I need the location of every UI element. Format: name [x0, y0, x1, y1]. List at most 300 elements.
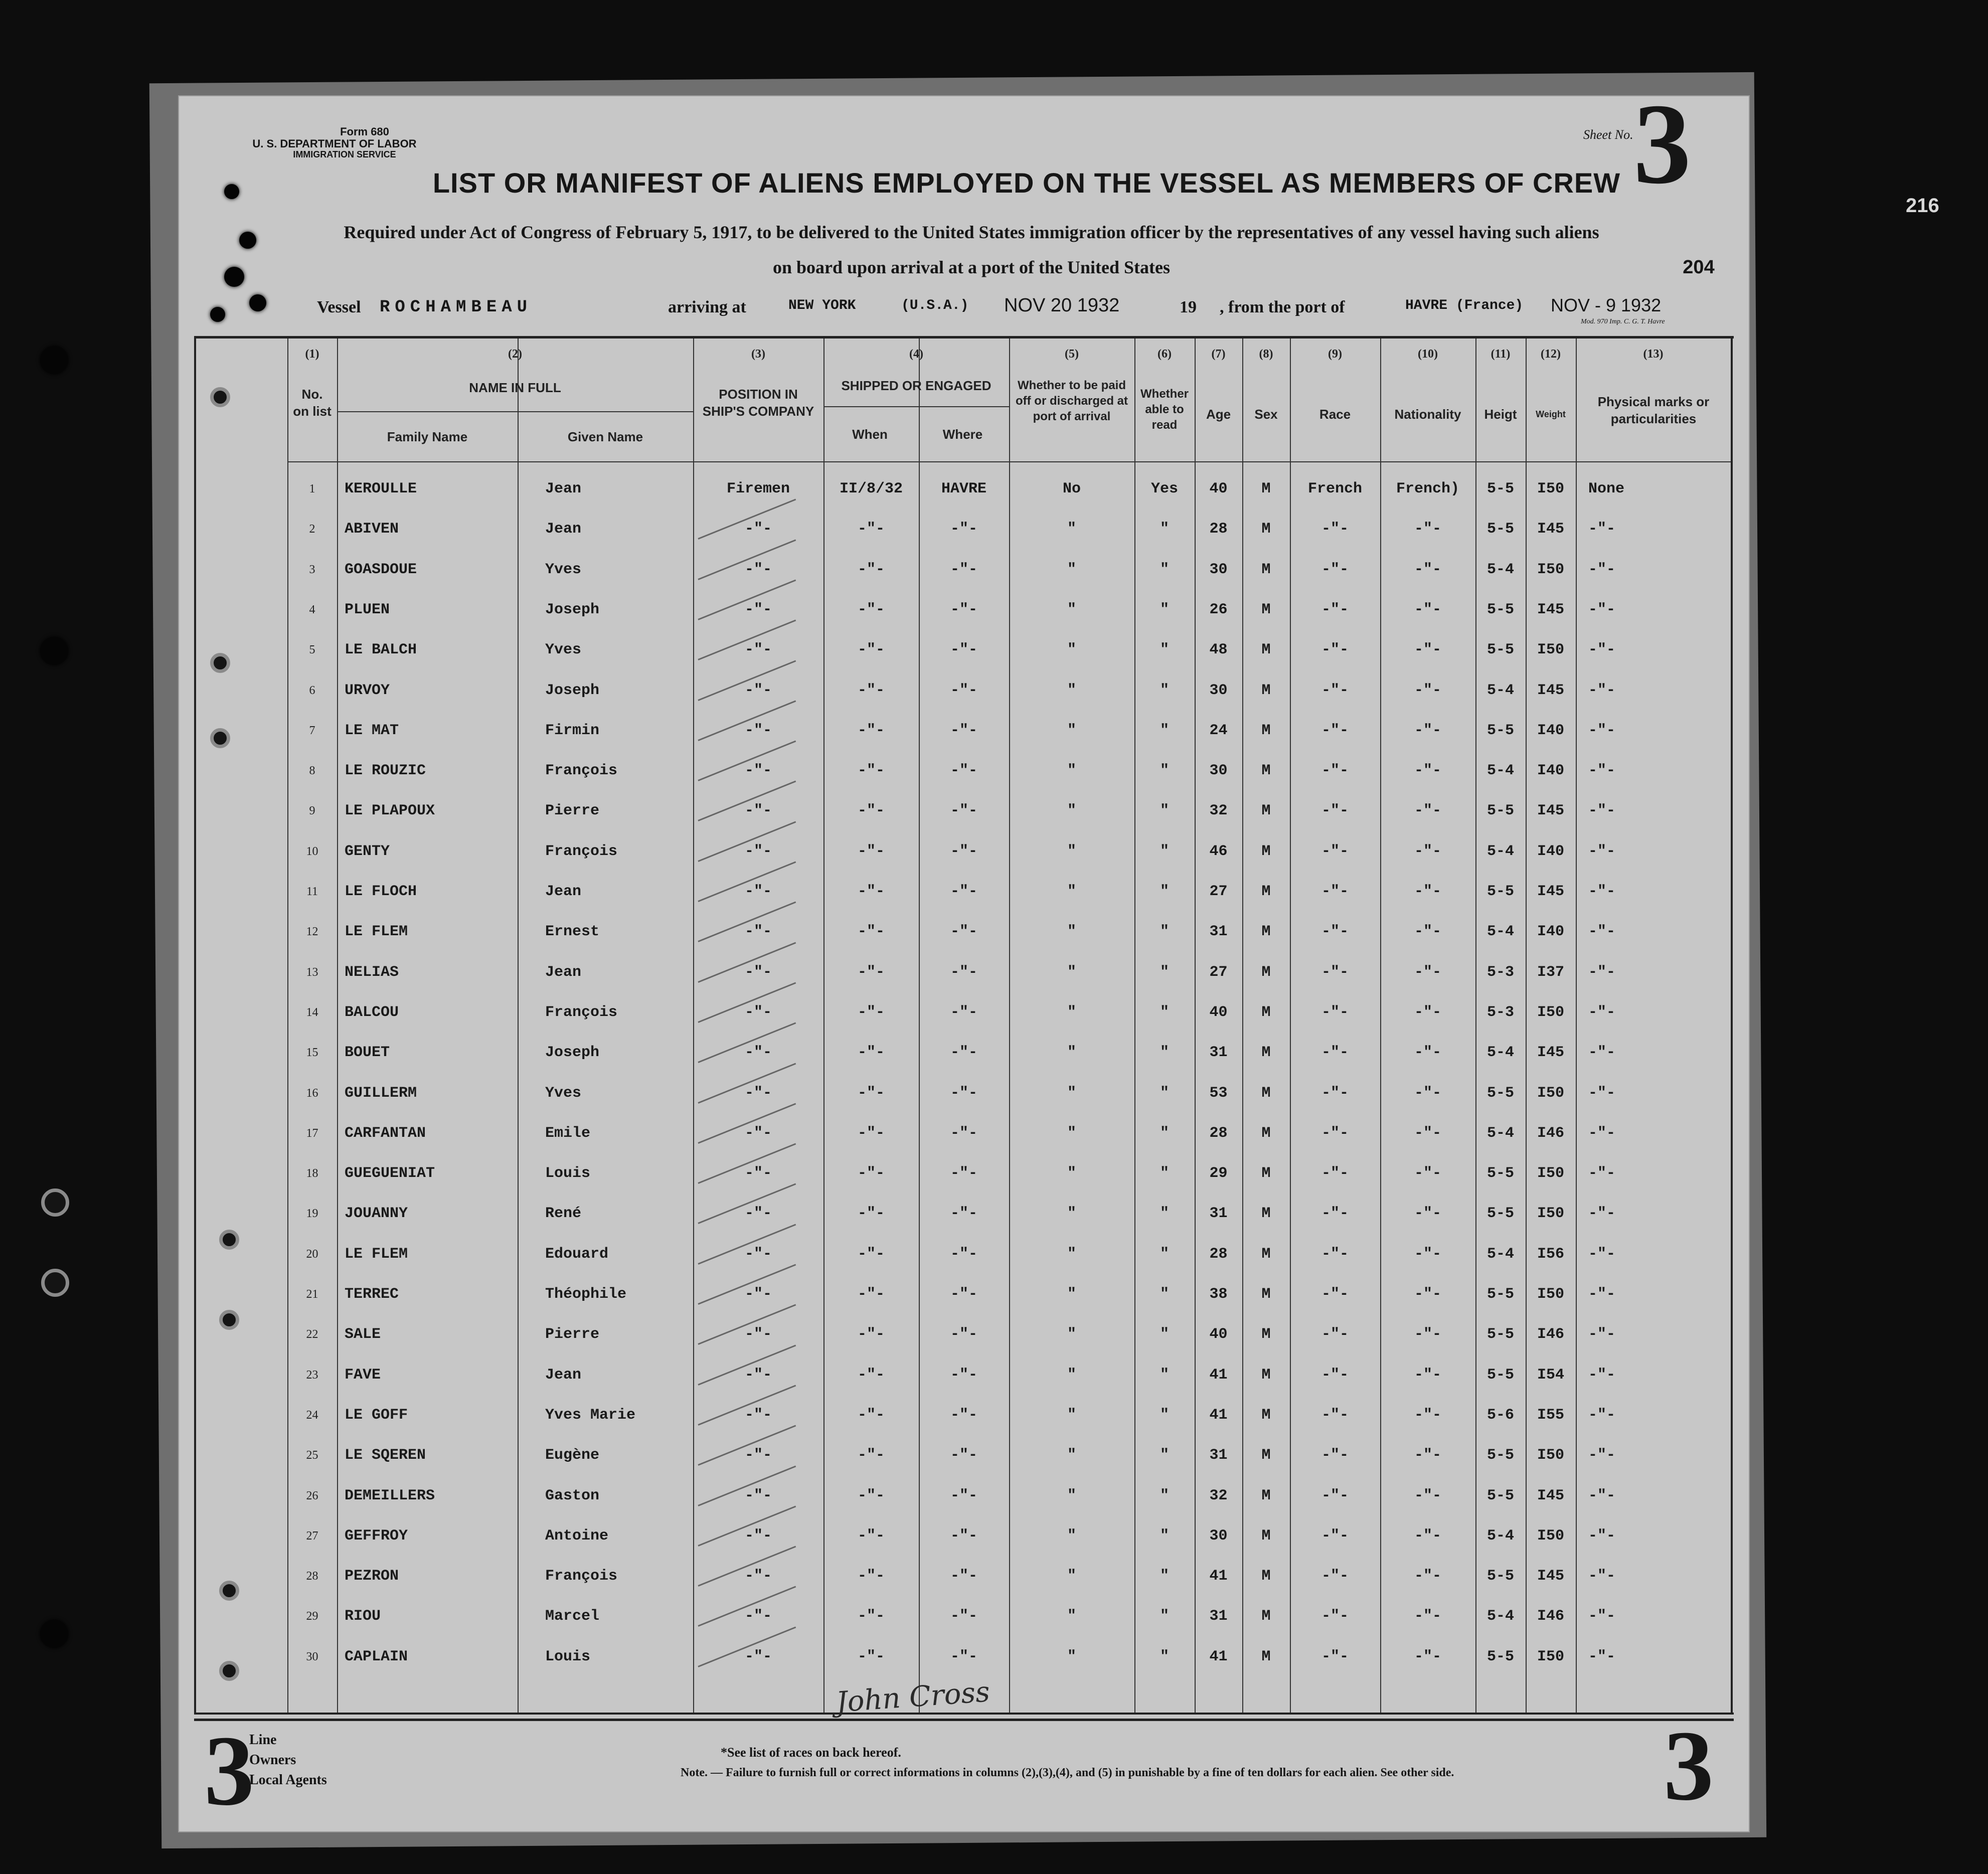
- column-rule: [1195, 338, 1196, 1713]
- age-cell: 30: [1209, 561, 1228, 578]
- given-name-cell: Jean: [545, 964, 582, 981]
- binder-hole: [41, 1188, 69, 1217]
- col-num-1: (1): [305, 348, 319, 361]
- weight-cell: I45: [1537, 883, 1564, 900]
- row-number-cell: 27: [306, 1529, 318, 1543]
- able-to-read-cell: ": [1159, 802, 1169, 819]
- height-cell: 5-4: [1486, 923, 1514, 940]
- row-number-cell: 12: [306, 925, 318, 938]
- signature: John Cross: [835, 1675, 991, 1719]
- given-name-cell: Edouard: [545, 1246, 609, 1263]
- nationality-cell: -"-: [1414, 521, 1441, 538]
- form-number: Form 680: [340, 125, 389, 138]
- able-to-read-cell: ": [1159, 1205, 1169, 1222]
- family-name-cell: LE FLEM: [345, 1246, 408, 1263]
- sex-cell: M: [1261, 1487, 1271, 1504]
- nationality-cell: -"-: [1414, 1487, 1441, 1504]
- column-rule: [1242, 338, 1243, 1713]
- sex-cell: M: [1261, 1004, 1271, 1021]
- footer-sheet-number-left: 3: [204, 1716, 254, 1826]
- age-cell: 28: [1209, 1125, 1228, 1142]
- sex-cell: M: [1261, 682, 1271, 699]
- sex-cell: M: [1261, 762, 1271, 779]
- age-cell: 28: [1209, 1246, 1228, 1263]
- position-cell: -"-: [744, 1044, 772, 1061]
- column-rule: [287, 338, 288, 1713]
- able-to-read-cell: ": [1159, 762, 1169, 779]
- shipped-when-cell: -"-: [857, 1044, 885, 1061]
- family-name-cell: LE ROUZIC: [345, 762, 426, 779]
- given-name-cell: Jean: [545, 1367, 582, 1384]
- race-cell: French: [1307, 480, 1363, 497]
- age-cell: 24: [1209, 722, 1228, 739]
- shipped-where-cell: -"-: [950, 1004, 977, 1021]
- shipped-where-cell: -"-: [950, 1367, 977, 1384]
- subheader-rule: [337, 411, 693, 412]
- shipped-where-cell: -"-: [950, 1165, 977, 1182]
- physical-marks-cell: -"-: [1588, 1205, 1616, 1222]
- physical-marks-cell: -"-: [1588, 1527, 1616, 1545]
- able-to-read-cell: Yes: [1150, 480, 1178, 497]
- height-cell: 5-3: [1486, 1004, 1514, 1021]
- given-name-cell: Firmin: [545, 722, 600, 739]
- able-to-read-cell: ": [1159, 722, 1169, 739]
- race-cell: -"-: [1321, 883, 1349, 900]
- height-cell: 5-5: [1486, 802, 1514, 819]
- sex-cell: M: [1261, 843, 1271, 860]
- given-name-cell: Jean: [545, 480, 582, 497]
- sex-cell: M: [1261, 923, 1271, 940]
- weight-cell: I45: [1537, 682, 1564, 699]
- height-cell: 5-5: [1486, 1447, 1514, 1464]
- age-cell: 30: [1209, 682, 1228, 699]
- sex-cell: M: [1261, 521, 1271, 538]
- shipped-when-cell: -"-: [857, 722, 885, 739]
- position-cell: -"-: [744, 1527, 772, 1545]
- paid-off-cell: ": [1067, 964, 1076, 981]
- nationality-cell: -"-: [1414, 1648, 1441, 1665]
- given-name-cell: Jean: [545, 521, 582, 538]
- physical-marks-cell: -"-: [1588, 964, 1616, 981]
- family-name-cell: TERREC: [345, 1286, 399, 1303]
- vessel-label: Vessel: [317, 298, 361, 316]
- able-to-read-cell: ": [1159, 1648, 1169, 1665]
- paid-off-cell: ": [1067, 641, 1076, 658]
- paid-off-cell: ": [1067, 1085, 1076, 1102]
- shipped-where-cell: -"-: [950, 843, 977, 860]
- weight-cell: I45: [1537, 521, 1564, 538]
- row-number-cell: 11: [306, 885, 318, 898]
- local-agents-label: Local Agents: [249, 1772, 327, 1788]
- col-label-race: Race: [1319, 407, 1351, 422]
- able-to-read-cell: ": [1159, 1125, 1169, 1142]
- family-name-cell: CAPLAIN: [345, 1648, 408, 1665]
- arrival-date-stamp: NOV 20 1932: [1004, 295, 1120, 316]
- position-cell: -"-: [744, 1246, 772, 1263]
- family-name-cell: JOUANNY: [345, 1205, 408, 1222]
- shipped-where-cell: -"-: [950, 1286, 977, 1303]
- sex-cell: M: [1261, 1286, 1271, 1303]
- header-bottom-rule: [287, 461, 1731, 462]
- shipped-when-cell: -"-: [857, 923, 885, 940]
- given-name-cell: François: [545, 1568, 618, 1585]
- weight-cell: I45: [1537, 1044, 1564, 1061]
- given-name-cell: Yves Marie: [545, 1407, 636, 1424]
- given-name-cell: Yves: [545, 641, 582, 658]
- sex-cell: M: [1261, 883, 1271, 900]
- given-name-cell: Ernest: [545, 923, 600, 940]
- age-cell: 30: [1209, 1527, 1228, 1545]
- weight-cell: I40: [1537, 843, 1564, 860]
- service-name: IMMIGRATION SERVICE: [293, 149, 396, 159]
- shipped-where-cell: -"-: [950, 1407, 977, 1424]
- shipped-when-cell: -"-: [857, 1205, 885, 1222]
- shipped-where-cell: -"-: [950, 1487, 977, 1504]
- sex-cell: M: [1261, 1246, 1271, 1263]
- able-to-read-cell: ": [1159, 1286, 1169, 1303]
- sheet-label: Sheet No.: [1583, 127, 1633, 142]
- race-cell: -"-: [1321, 802, 1349, 819]
- race-cell: -"-: [1321, 1125, 1349, 1142]
- given-name-cell: François: [545, 1004, 618, 1021]
- weight-cell: I54: [1537, 1367, 1564, 1384]
- subtitle-line-1: Required under Act of Congress of February 5, 1917, to be delivered to the United States immigration officer by the representatives of any vessel having such aliens: [344, 222, 1599, 242]
- age-cell: 40: [1209, 480, 1228, 497]
- races-note: *See list of races on back hereof.: [721, 1745, 901, 1760]
- weight-cell: I46: [1537, 1608, 1564, 1625]
- sex-cell: M: [1261, 561, 1271, 578]
- height-cell: 5-5: [1486, 521, 1514, 538]
- race-cell: -"-: [1321, 1608, 1349, 1625]
- sex-cell: M: [1261, 1326, 1271, 1343]
- shipped-where-cell: -"-: [950, 1044, 977, 1061]
- weight-cell: I45: [1537, 1568, 1564, 1585]
- sex-cell: M: [1261, 722, 1271, 739]
- family-name-cell: LE SQEREN: [345, 1447, 426, 1464]
- shipped-where-cell: -"-: [950, 1205, 977, 1222]
- col-num-8: (8): [1259, 348, 1273, 361]
- sex-cell: M: [1261, 480, 1271, 497]
- vessel-name: ROCHAMBEAU: [380, 298, 533, 317]
- family-name-cell: ABIVEN: [345, 521, 399, 538]
- sex-cell: M: [1261, 964, 1271, 981]
- column-rule: [1134, 338, 1135, 1713]
- vessel-line: [179, 295, 1749, 325]
- physical-marks-cell: -"-: [1588, 521, 1616, 538]
- nationality-cell: -"-: [1414, 1085, 1441, 1102]
- nationality-cell: -"-: [1414, 722, 1441, 739]
- manifest-title: LIST OR MANIFEST OF ALIENS EMPLOYED ON THE VESSEL AS MEMBERS OF CREW: [432, 167, 1621, 199]
- height-cell: 5-5: [1486, 1568, 1514, 1585]
- shipped-when-cell: -"-: [857, 1527, 885, 1545]
- col-num-4: (4): [909, 348, 923, 361]
- row-number-cell: 4: [309, 603, 315, 616]
- family-name-cell: BALCOU: [345, 1004, 399, 1021]
- col-num-13: (13): [1643, 348, 1664, 361]
- arrival-port: NEW YORK: [788, 298, 856, 313]
- paid-off-cell: ": [1067, 722, 1076, 739]
- family-name-cell: CARFANTAN: [345, 1125, 426, 1142]
- paid-off-cell: ": [1067, 883, 1076, 900]
- position-cell: -"-: [744, 641, 772, 658]
- nationality-cell: -"-: [1414, 1004, 1441, 1021]
- able-to-read-cell: ": [1159, 1326, 1169, 1343]
- print-note: Mod. 970 Imp. C. G. T. Havre: [1581, 318, 1665, 325]
- age-cell: 41: [1209, 1407, 1228, 1424]
- age-cell: 40: [1209, 1326, 1228, 1343]
- paid-off-cell: ": [1067, 1407, 1076, 1424]
- nationality-cell: -"-: [1414, 1165, 1441, 1182]
- given-name-cell: Gaston: [545, 1487, 600, 1504]
- shipped-when-cell: -"-: [857, 1085, 885, 1102]
- physical-marks-cell: -"-: [1588, 561, 1616, 578]
- row-number-cell: 25: [306, 1449, 318, 1462]
- paid-off-cell: ": [1067, 762, 1076, 779]
- race-cell: -"-: [1321, 1044, 1349, 1061]
- able-to-read-cell: ": [1159, 1527, 1169, 1545]
- col-label-name-in-full: NAME IN FULL: [469, 380, 561, 395]
- row-number-cell: 14: [306, 1006, 318, 1019]
- column-rule: [1380, 338, 1381, 1713]
- physical-marks-cell: -"-: [1588, 682, 1616, 699]
- race-cell: -"-: [1321, 1447, 1349, 1464]
- able-to-read-cell: ": [1159, 1407, 1169, 1424]
- position-cell: -"-: [744, 883, 772, 900]
- nationality-cell: -"-: [1414, 1125, 1441, 1142]
- height-cell: 5-4: [1486, 1044, 1514, 1061]
- race-cell: -"-: [1321, 1527, 1349, 1545]
- able-to-read-cell: ": [1159, 964, 1169, 981]
- weight-cell: I50: [1537, 1085, 1564, 1102]
- race-cell: -"-: [1321, 521, 1349, 538]
- shipped-when-cell: -"-: [857, 964, 885, 981]
- column-rule: [518, 338, 519, 1713]
- row-number-cell: 17: [306, 1127, 318, 1140]
- height-cell: 5-5: [1486, 1326, 1514, 1343]
- col-label-position: POSITION IN SHIP'S COMPANY: [702, 387, 814, 419]
- family-name-cell: SALE: [345, 1326, 381, 1343]
- shipped-when-cell: -"-: [857, 1407, 885, 1424]
- family-name-cell: FAVE: [345, 1367, 381, 1384]
- binder-hole: [40, 637, 68, 665]
- height-cell: 5-4: [1486, 762, 1514, 779]
- family-name-cell: DEMEILLERS: [345, 1487, 435, 1504]
- shipped-when-cell: -"-: [857, 521, 885, 538]
- position-cell: -"-: [744, 601, 772, 618]
- height-cell: 5-5: [1486, 722, 1514, 739]
- column-rule: [1475, 338, 1476, 1713]
- able-to-read-cell: ": [1159, 843, 1169, 860]
- shipped-where-cell: -"-: [950, 1085, 977, 1102]
- crew-table: [194, 336, 1734, 1715]
- age-cell: 31: [1209, 1205, 1228, 1222]
- physical-marks-cell: -"-: [1588, 843, 1616, 860]
- shipped-where-cell: -"-: [950, 1568, 977, 1585]
- weight-cell: I50: [1537, 1527, 1564, 1545]
- page-stamp-216: 216: [1906, 195, 1939, 217]
- col-label-given-name: Given Name: [567, 429, 643, 444]
- given-name-cell: Louis: [545, 1648, 591, 1665]
- col-label-when: When: [852, 427, 888, 442]
- sex-cell: M: [1261, 1608, 1271, 1625]
- shipped-when-cell: -"-: [857, 1286, 885, 1303]
- row-number-cell: 15: [306, 1046, 318, 1059]
- shipped-when-cell: II/8/32: [839, 480, 903, 497]
- nationality-cell: -"-: [1414, 561, 1441, 578]
- age-cell: 31: [1209, 1044, 1228, 1061]
- footer-rule: [194, 1719, 1734, 1721]
- shipped-when-cell: -"-: [857, 1246, 885, 1263]
- shipped-where-cell: -"-: [950, 682, 977, 699]
- col-label-age: Age: [1206, 407, 1231, 422]
- nationality-cell: -"-: [1414, 1367, 1441, 1384]
- shipped-when-cell: -"-: [857, 641, 885, 658]
- age-cell: 32: [1209, 1487, 1228, 1504]
- shipped-when-cell: -"-: [857, 1447, 885, 1464]
- race-cell: -"-: [1321, 1487, 1349, 1504]
- shipped-where-cell: -"-: [950, 1246, 977, 1263]
- shipped-when-cell: -"-: [857, 1326, 885, 1343]
- paid-off-cell: ": [1067, 843, 1076, 860]
- family-name-cell: GUEGUENIAT: [345, 1165, 435, 1182]
- departure-date-stamp: NOV - 9 1932: [1551, 295, 1662, 315]
- height-cell: 5-4: [1486, 561, 1514, 578]
- age-cell: 38: [1209, 1286, 1228, 1303]
- shipped-where-cell: -"-: [950, 1447, 977, 1464]
- age-cell: 28: [1209, 521, 1228, 538]
- nationality-cell: -"-: [1414, 802, 1441, 819]
- position-cell: -"-: [744, 1367, 772, 1384]
- nationality-cell: -"-: [1414, 1044, 1441, 1061]
- position-cell: -"-: [744, 1608, 772, 1625]
- sex-cell: M: [1261, 1085, 1271, 1102]
- column-rule: [194, 338, 196, 1713]
- row-number-cell: 1: [309, 482, 315, 495]
- row-number-cell: 19: [306, 1207, 318, 1220]
- paid-off-cell: ": [1067, 1487, 1076, 1504]
- weight-cell: I46: [1537, 1326, 1564, 1343]
- shipped-where-cell: -"-: [950, 1608, 977, 1625]
- given-name-cell: Pierre: [545, 802, 600, 819]
- shipped-when-cell: -"-: [857, 802, 885, 819]
- able-to-read-cell: ": [1159, 1367, 1169, 1384]
- weight-cell: I50: [1537, 1648, 1564, 1665]
- weight-cell: I56: [1537, 1246, 1564, 1263]
- paid-off-cell: ": [1067, 1568, 1076, 1585]
- col-num-6: (6): [1157, 348, 1172, 361]
- height-cell: 5-4: [1486, 1125, 1514, 1142]
- age-cell: 27: [1209, 964, 1228, 981]
- age-cell: 31: [1209, 923, 1228, 940]
- paid-off-cell: ": [1067, 601, 1076, 618]
- punch-hole: [224, 184, 239, 199]
- height-cell: 5-4: [1486, 843, 1514, 860]
- col-num-2: (2): [508, 348, 522, 361]
- able-to-read-cell: ": [1159, 1246, 1169, 1263]
- shipped-where-cell: -"-: [950, 883, 977, 900]
- physical-marks-cell: -"-: [1588, 601, 1616, 618]
- col-label-able-to-read: Whether able to read: [1140, 387, 1189, 432]
- given-name-cell: Théophile: [545, 1286, 627, 1303]
- col-label-nationality: Nationality: [1394, 407, 1461, 422]
- sex-cell: M: [1261, 802, 1271, 819]
- from-port-label: , from the port of: [1220, 298, 1345, 316]
- race-cell: -"-: [1321, 641, 1349, 658]
- weight-cell: I50: [1537, 480, 1564, 497]
- sex-cell: M: [1261, 1568, 1271, 1585]
- shipped-when-cell: -"-: [857, 682, 885, 699]
- paid-off-cell: ": [1067, 1447, 1076, 1464]
- age-cell: 30: [1209, 762, 1228, 779]
- position-cell: -"-: [744, 521, 772, 538]
- physical-marks-cell: -"-: [1588, 1487, 1616, 1504]
- family-name-cell: BOUET: [345, 1044, 390, 1061]
- subheader-rule: [823, 406, 1009, 407]
- family-name-cell: GOASDOUE: [345, 561, 417, 578]
- column-rule: [919, 406, 920, 461]
- race-cell: -"-: [1321, 682, 1349, 699]
- given-name-cell: Louis: [545, 1165, 591, 1182]
- column-rule: [1576, 338, 1577, 1713]
- shipped-where-cell: -"-: [950, 1326, 977, 1343]
- nationality-cell: French): [1396, 480, 1460, 497]
- row-number-cell: 16: [306, 1087, 318, 1100]
- weight-cell: I40: [1537, 722, 1564, 739]
- race-cell: -"-: [1321, 923, 1349, 940]
- column-rule: [1526, 338, 1527, 1713]
- age-cell: 53: [1209, 1085, 1228, 1102]
- physical-marks-cell: -"-: [1588, 1246, 1616, 1263]
- position-cell: -"-: [744, 1326, 772, 1343]
- physical-marks-cell: -"-: [1588, 1608, 1616, 1625]
- shipped-where-cell: -"-: [950, 923, 977, 940]
- position-cell: -"-: [744, 1085, 772, 1102]
- able-to-read-cell: ": [1159, 601, 1169, 618]
- race-cell: -"-: [1321, 1568, 1349, 1585]
- column-rule: [919, 338, 920, 1713]
- given-name-cell: Yves: [545, 561, 582, 578]
- given-name-cell: François: [545, 762, 618, 779]
- paid-off-cell: ": [1067, 1527, 1076, 1545]
- paid-off-cell: ": [1067, 1205, 1076, 1222]
- shipped-where-cell: -"-: [950, 1125, 977, 1142]
- sex-cell: M: [1261, 1125, 1271, 1142]
- nationality-cell: -"-: [1414, 1205, 1441, 1222]
- physical-marks-cell: -"-: [1588, 923, 1616, 940]
- shipped-where-cell: -"-: [950, 601, 977, 618]
- column-rule: [1731, 338, 1733, 1713]
- height-cell: 5-5: [1486, 1165, 1514, 1182]
- given-name-cell: Eugène: [545, 1447, 600, 1464]
- age-cell: 31: [1209, 1447, 1228, 1464]
- weight-cell: I46: [1537, 1125, 1564, 1142]
- col-num-3: (3): [751, 348, 765, 361]
- age-cell: 41: [1209, 1367, 1228, 1384]
- shipped-where-cell: -"-: [950, 521, 977, 538]
- able-to-read-cell: ": [1159, 923, 1169, 940]
- sex-cell: M: [1261, 1205, 1271, 1222]
- shipped-when-cell: -"-: [857, 1608, 885, 1625]
- age-cell: 29: [1209, 1165, 1228, 1182]
- height-cell: 5-4: [1486, 1608, 1514, 1625]
- given-name-cell: Joseph: [545, 682, 600, 699]
- shipped-where-cell: -"-: [950, 802, 977, 819]
- height-cell: 5-6: [1486, 1407, 1514, 1424]
- shipped-where-cell: HAVRE: [941, 480, 986, 497]
- race-cell: -"-: [1321, 1004, 1349, 1021]
- col-label-physical-marks: Physical marks or particularities: [1597, 394, 1710, 426]
- shipped-when-cell: -"-: [857, 1165, 885, 1182]
